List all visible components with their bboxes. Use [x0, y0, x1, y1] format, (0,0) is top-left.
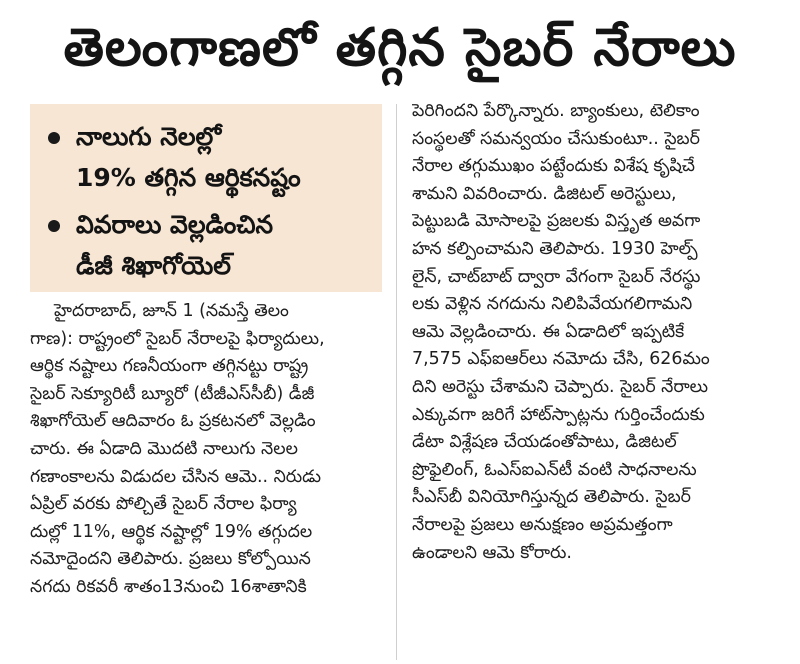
article-line: దిని అరెస్టు చేశామని చెప్పారు. సైబర్ నేరాలు [412, 376, 709, 397]
article-line: నమోదైందని తెలిపారు. ప్రజలు కోల్పోయిన [30, 549, 311, 570]
article-column-right [412, 98, 784, 567]
bullet-icon [48, 132, 60, 144]
article-line: 7,575 ఎఫ్‌ఐఆర్‌లు నమోదు చేసి, 626మం [412, 349, 710, 370]
article-line: నగదు రికవరీ శాతం13నుంచి 16శాతానికి [30, 576, 307, 597]
highlight-line: 19% తగ్గిన ఆర్థికనష్టం [76, 163, 301, 192]
article-line: లైన్, చాట్‌బాట్ ద్వారా వేగంగా సైబర్ నేరస్థు [412, 266, 701, 287]
article-line: నేరాలపై ప్రజలు అనుక్షణం అప్రమత్తంగా [412, 514, 673, 535]
article-line: ఏప్రిల్ వరకు పోల్చితే సైబర్ నేరాల ఫిర్యా [30, 494, 297, 515]
article-line: హన కల్పించామని తెలిపారు. 1930 హెల్ప్ [412, 238, 698, 259]
highlight-line: డీజీ శిఖాగోయెల్ [76, 251, 231, 280]
highlight-line: నాలుగు నెలల్లో [76, 122, 222, 151]
article-line: డేటా విశ్లేషణ చేయడంతోపాటు, డిజిటల్ [412, 432, 677, 453]
bullet-icon [48, 220, 60, 232]
article-line: ఉండాలని ఆమె కోరారు. [412, 542, 572, 563]
highlight-line: వివరాలు వెల్లడించిన [76, 210, 274, 239]
article-line: పెరిగిందని పేర్కొన్నారు. బ్యాంకులు, టెలికాం [412, 101, 700, 121]
highlights-box [30, 104, 382, 292]
article-line: హైదరాబాద్, జూన్ 1 (నమస్తే తెలం [54, 301, 289, 321]
highlight-item [46, 204, 372, 286]
article-line: పెట్టుబడి మోసాలపై ప్రజలకు విస్తృత అవగా [412, 211, 701, 232]
article-line: చారు. ఈ ఏడాది మొదటి నాలుగు నెలల [30, 438, 298, 459]
article-line: ప్రొఫైలింగ్, ఓఎస్‌ఐఎన్‌టీ వంటి సాధనాలను [412, 459, 697, 480]
article-line: సంస్థలతో సమన్వయం చేసుకుంటూ.. సైబర్ [412, 128, 700, 149]
column-divider [396, 104, 397, 660]
article-line: గణాంకాలను విడుదల చేసిన ఆమె.. నిరుడు [30, 466, 322, 487]
highlight-item [46, 116, 372, 198]
article-column-left [30, 298, 386, 602]
article-line: ఆర్థిక నష్టాలు గణనీయంగా తగ్గినట్టు రాష్ట్ర [30, 356, 309, 377]
article-line: ఎక్కువగా జరిగే హాట్‌స్పాట్లను గుర్తించేందుకు [412, 404, 705, 425]
article-line: సీఎస్‌బీ వినియోగిస్తున్నద తెలిపారు. సైబర్ [412, 487, 691, 508]
article-line: ఆమె వెల్లడించారు. ఈ ఏడాదిలో ఇప్పటికే [412, 321, 685, 342]
article-line: దుల్లో 11%, ఆర్థిక నష్టాల్లో 19% తగ్గుదల [30, 521, 313, 542]
article-line: శిఖాగోయెల్ ఆదివారం ఓ ప్రకటనలో వెల్లడిం [30, 411, 316, 432]
article-line: శామని వివరించారు. డిజిటల్ అరెస్టులు, [412, 183, 677, 204]
article-line: నేరాల తగ్గుముఖం పట్టేందుకు విశేష కృషిచే [412, 156, 695, 177]
headline: తెలంగాణలో తగ్గిన సైబర్ నేరాలు [63, 18, 737, 78]
article-line: గాణ): రాష్ట్రంలో సైబర్ నేరాలపై ఫిర్యాదులు, [30, 328, 325, 349]
article-line: లకు వెళ్లిన నగదును నిలిపివేయగలిగామని [412, 294, 693, 315]
article-line: సైబర్ సెక్యూరిటీ బ్యూరో (టీజీఎస్‌సీబీ) డీజీ [30, 383, 315, 404]
